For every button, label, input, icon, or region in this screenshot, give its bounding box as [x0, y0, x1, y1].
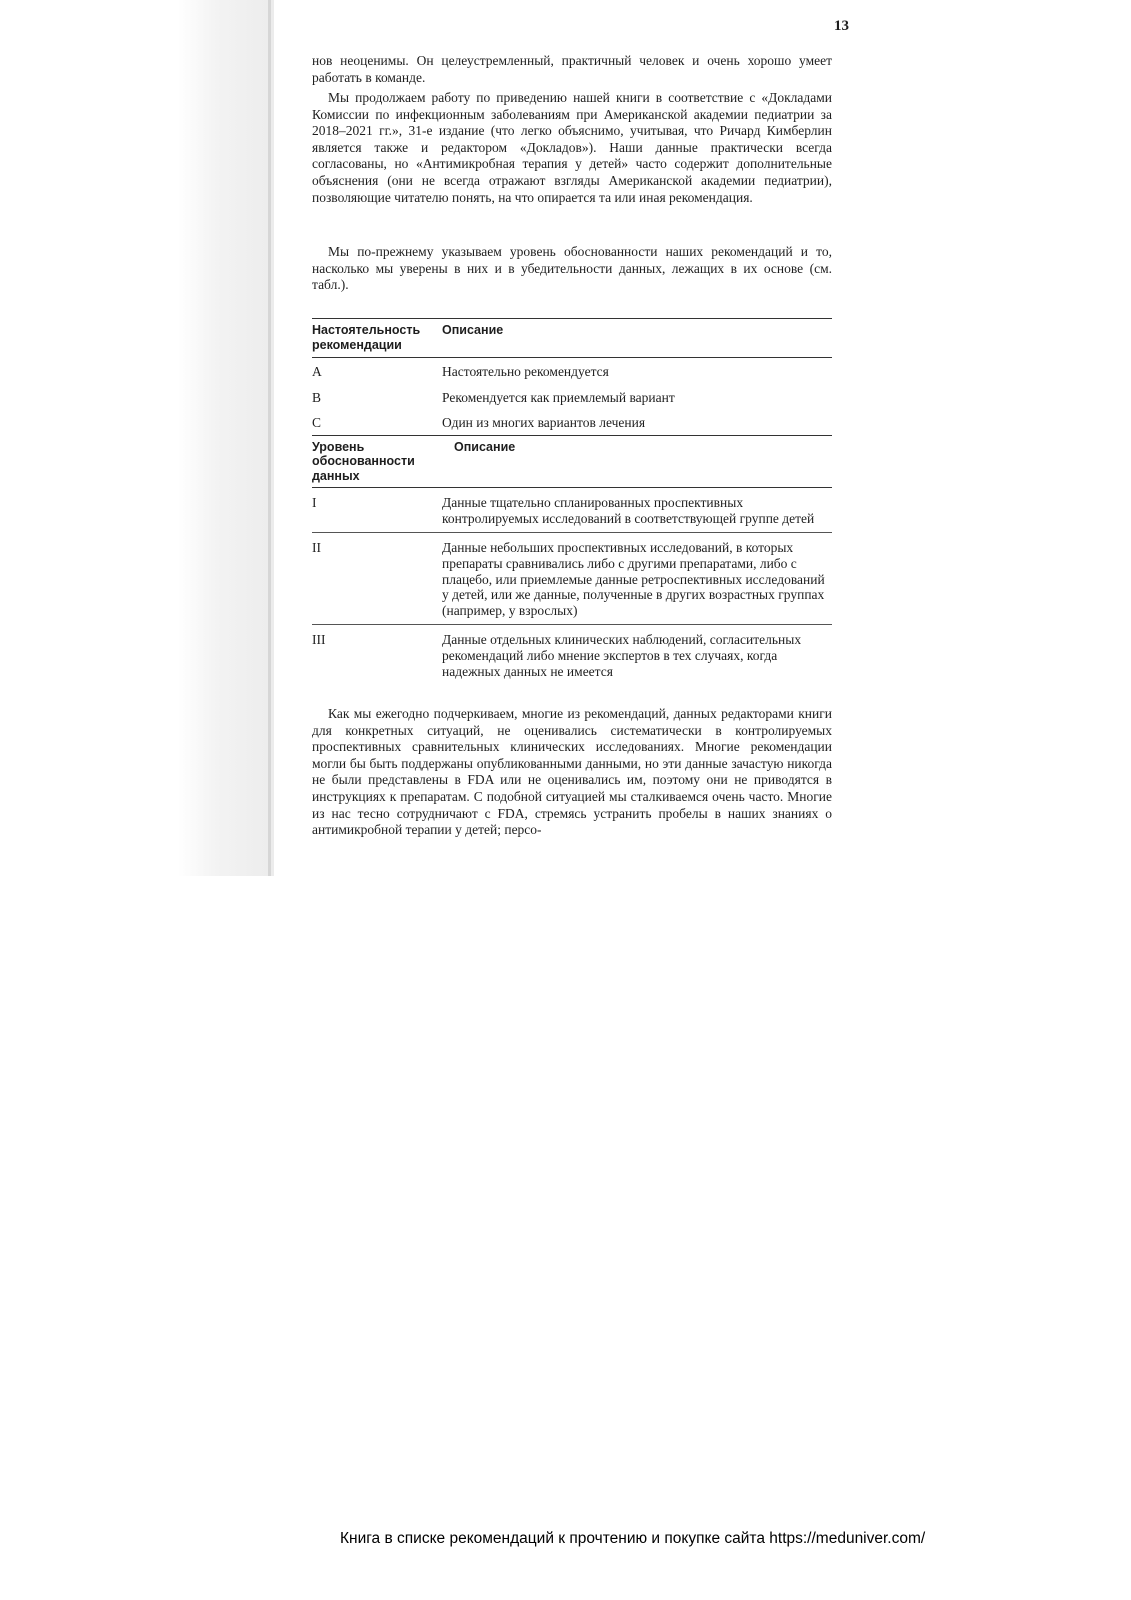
- paragraph-2-text: Мы продолжаем работу по приведению нашей книги в соответствие с «Докладами Комиссии по инфекционным заболеваниям при Американской академии педиатрии за 2018–2021 гг.», 31-е издание (что легко объяснимо, учитывая, что Ричард Кимберлин является также и редактором «Докладов»). Наши данные практически всегда согласованы, но «Антимикробная терапия у детей» часто содержит дополнительные объяснения (они не всегда отражают взгляды Американской академии педиатрии), позволяющие читателю понять, на что опирается та или иная рекомендация.: [312, 90, 832, 205]
- page-number: 13: [834, 18, 849, 34]
- desc-cell: Данные отдельных клинических наблюдений, согласительных рекомендаций либо мнение экспертов в тех случаях, когда надежных данных не имеется: [442, 632, 802, 679]
- table-row: [312, 382, 832, 408]
- desc-cell: Данные тщательно спланированных проспективных контролируемых исследований в соответствующей группе детей: [442, 495, 815, 526]
- table-header-strength: [312, 318, 832, 358]
- grade-cell: B: [312, 389, 322, 405]
- level-cell: I: [312, 495, 317, 511]
- paragraph-1-text: нов неоценимы. Он целеустремленный, практичный человек и очень хорошо умеет работать в команде.: [312, 53, 832, 85]
- strength-header: Настоятельность рекомендации: [312, 323, 421, 352]
- desc-cell: Рекомендуется как приемлемый вариант: [442, 389, 675, 405]
- table-row: [312, 488, 832, 533]
- grade-cell: A: [312, 364, 322, 379]
- table-header-evidence: [312, 435, 832, 489]
- scan-shadow: [178, 0, 274, 876]
- paragraph-4: [312, 706, 832, 839]
- evidence-desc-header: Описание: [454, 439, 516, 454]
- desc-cell: Один из многих вариантов лечения: [442, 415, 646, 431]
- recommendation-table: [312, 318, 832, 685]
- footer-note: Книга в списке рекомендаций к прочтению и покупке сайта https://meduniver.com/: [340, 1530, 926, 1547]
- desc-cell: Данные небольших проспективных исследований, в которых препараты сравнивались либо с другими препаратами, либо с плацебо, или приемлемые данные ретроспективных исследований у детей, или же данные, полученные в других возрастных группах (например, у взрослых): [442, 540, 825, 618]
- level-cell: II: [312, 540, 321, 556]
- evidence-header: Уровень обоснованности данных: [312, 439, 415, 483]
- table-row: [312, 358, 832, 382]
- paragraph-3: [312, 244, 832, 294]
- grade-cell: C: [312, 415, 322, 431]
- paragraph-3-text: Мы по-прежнему указываем уровень обоснованности наших рекомендаций и то, насколько мы уверены в них и в убедительности данных, лежащих в их основе (см. табл.).: [312, 244, 832, 293]
- paragraph-2: [312, 90, 832, 206]
- scan-page-edge: [268, 0, 271, 876]
- paragraph-4-text: Как мы ежегодно подчеркиваем, многие из рекомендаций, данных редакторами книги для конкретных ситуаций, не оценивались систематически в контролируемых проспективных сравнительных клинических исследованиях. Многие рекомендации могли бы быть поддержаны опубликованными данными, но эти данные зачастую никогда не были представлены в FDA или не оценивались им, поэтому они не приводятся в инструкциях к препаратам. С подобной ситуацией мы сталкиваемся очень часто. Многие из нас тесно сотрудничают с FDA, стремясь устранить пробелы в наших знаниях о антимикробной терапии у детей; персо-: [312, 706, 832, 838]
- level-cell: III: [312, 632, 326, 648]
- table-row: [312, 625, 832, 685]
- strength-desc-header: Описание: [442, 323, 504, 337]
- paragraph-1: [312, 53, 832, 86]
- table-row: [312, 533, 832, 625]
- desc-cell: Настоятельно рекомендуется: [442, 364, 609, 379]
- table-row: [312, 407, 832, 435]
